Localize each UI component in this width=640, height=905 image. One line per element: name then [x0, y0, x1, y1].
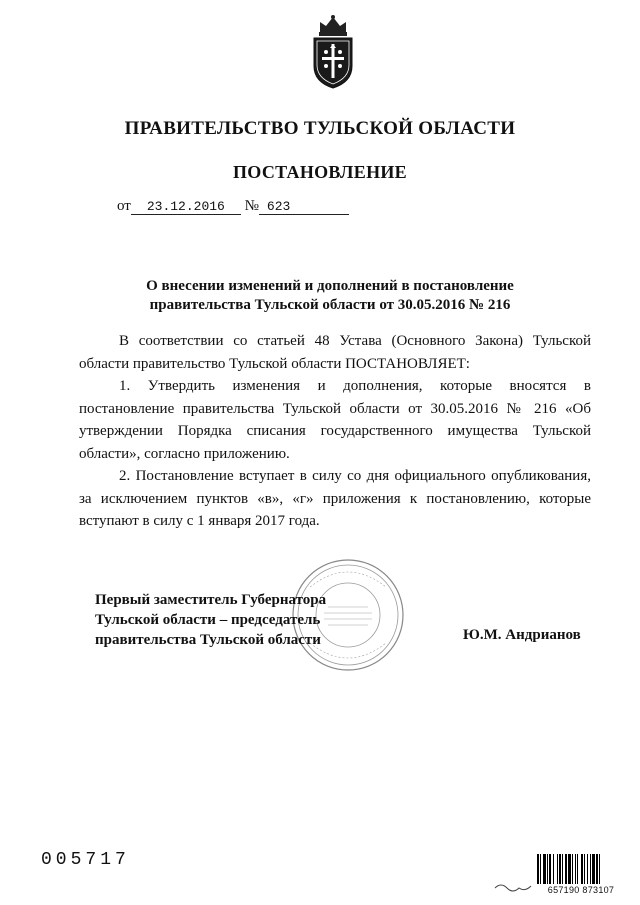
barcode-icon — [536, 854, 626, 884]
barcode-number: 657190 873107 — [547, 885, 615, 895]
signatory-line: правительства Тульской области — [95, 632, 321, 648]
signatory-title — [95, 590, 326, 650]
subject-line: О внесении изменений и дополнений в постановление — [146, 278, 514, 294]
signatory-line: Тульской области – председатель — [95, 612, 321, 628]
document-number: 623 — [259, 199, 349, 215]
serial-number: 005717 — [41, 850, 130, 870]
number-prefix: № — [244, 198, 259, 214]
document-date: 23.12.2016 — [131, 199, 241, 215]
document-type: ПОСТАНОВЛЕНИЕ — [233, 162, 407, 182]
body-paragraph: 2. Постановление вступает в силу со дня официального опубликования, за исключением пунктов «в», «г» приложения к постановлению, которые вступают в силу с 1 января 2017 года. — [79, 468, 591, 529]
document-subject — [120, 277, 540, 315]
handwritten-mark-icon — [493, 880, 533, 896]
subject-line: правительства Тульской области от 30.05.2016 № 216 — [149, 297, 511, 313]
signatory-line: Первый заместитель Губернатора — [95, 592, 327, 608]
body-paragraph: 1. Утвердить изменения и дополнения, которые вносятся в постановление правительства Тульской области от 30.05.2016 № 216 «Об утверждении Порядка списания государственного имущества Тульской области», согласно приложению. — [79, 378, 591, 462]
date-prefix: от — [117, 198, 131, 214]
date-number-line — [117, 198, 349, 215]
body-paragraph: В соответствии со статьей 48 Устава (Основного Закона) Тульской области правительство Тульской области ПОСТАНОВЛЯЕТ: — [79, 333, 591, 372]
organization-title: ПРАВИТЕЛЬСТВО ТУЛЬСКОЙ ОБЛАСТИ — [124, 118, 516, 139]
signatory-name: Ю.М. Андрианов — [463, 627, 581, 643]
document-body — [79, 330, 591, 533]
tula-coat-of-arms-icon — [308, 14, 358, 90]
